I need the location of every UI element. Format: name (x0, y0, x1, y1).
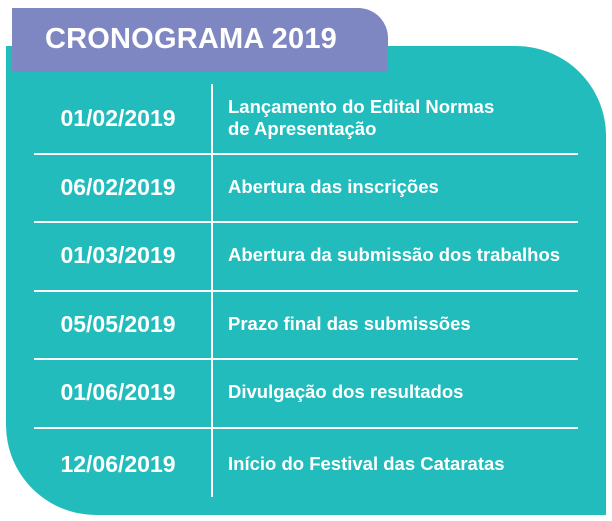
row-divider (34, 153, 578, 155)
schedule-date: 05/05/2019 (60, 311, 176, 337)
schedule-event (228, 96, 598, 140)
schedule-event: Abertura da submissão dos trabalhos (228, 244, 561, 265)
schedule-date: 01/06/2019 (60, 379, 176, 405)
schedule-date: 12/06/2019 (60, 451, 176, 477)
row-divider (34, 221, 578, 223)
schedule-event-line: Lançamento do Edital Normas (228, 96, 495, 117)
schedule-event-line: de Apresentação (228, 118, 377, 139)
schedule-date: 01/02/2019 (60, 105, 176, 131)
row-divider (34, 358, 578, 360)
page-title: CRONOGRAMA 2019 (45, 22, 337, 55)
row-divider (34, 427, 578, 429)
schedule-event: Divulgação dos resultados (228, 381, 464, 402)
schedule-date: 01/03/2019 (60, 242, 176, 268)
title-tab (12, 8, 388, 72)
schedule-date: 06/02/2019 (60, 174, 176, 200)
schedule-event: Início do Festival das Cataratas (228, 453, 505, 474)
row-divider (34, 290, 578, 292)
schedule-event: Prazo final das submissões (228, 313, 471, 334)
schedule-event: Abertura das inscrições (228, 176, 439, 197)
